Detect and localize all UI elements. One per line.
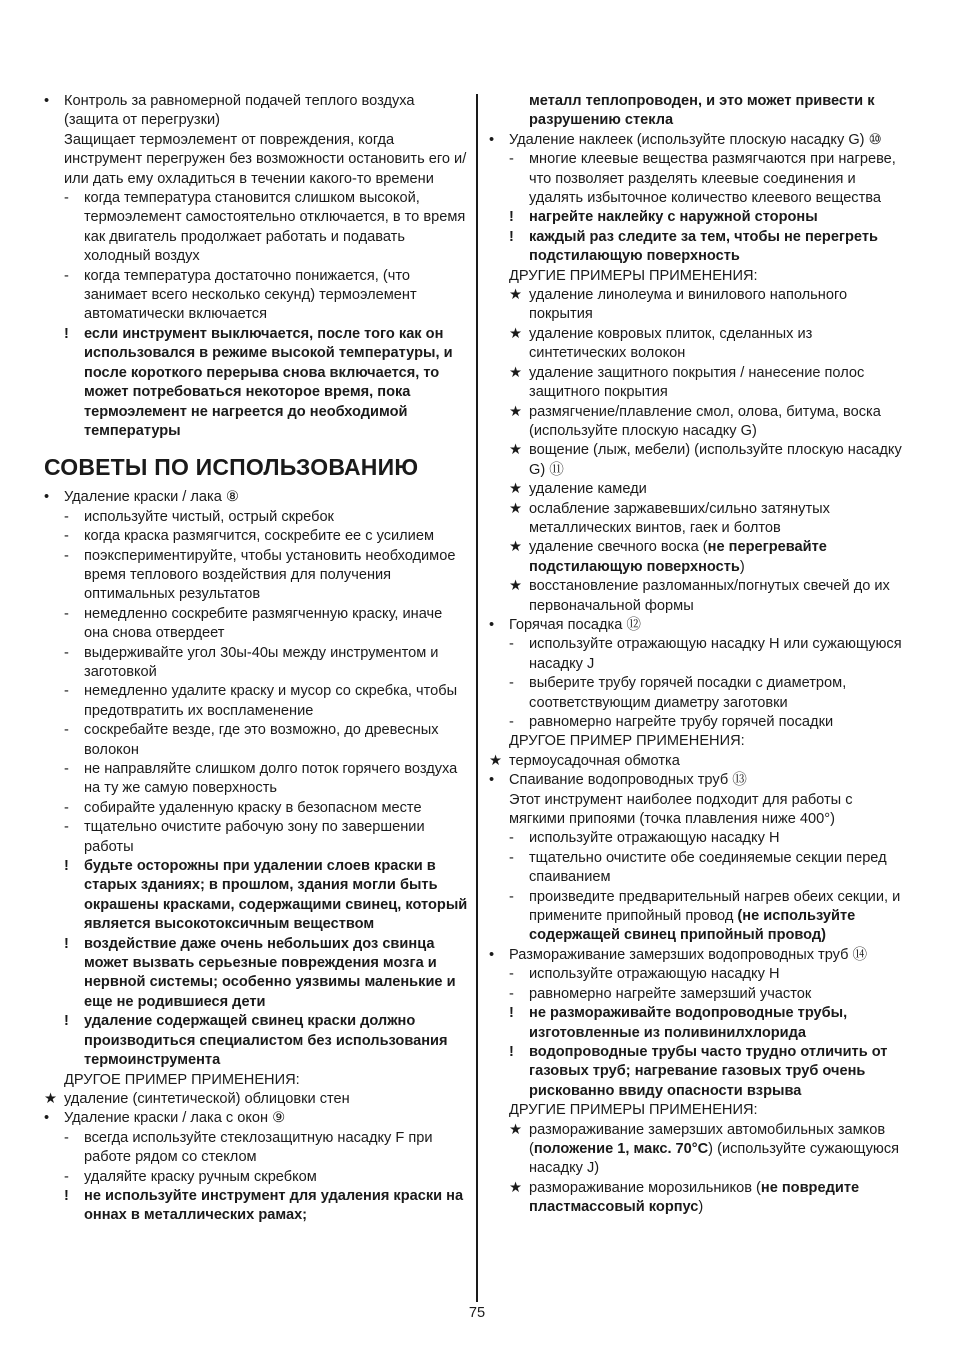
dash-item — [489, 150, 909, 208]
dash-item — [489, 635, 909, 674]
right-column — [489, 92, 909, 1218]
item-text: когда температура становится слишком высокой, термоэлемент самостоятельно отключается, в то время как двигатель продолжает работать и подавать холодный воздух — [84, 190, 466, 265]
item-text: соскребайте везде, где это возможно, до древесных волокон — [84, 722, 439, 758]
item-text: произведите предварительный нагрев обеих секции, и примените припойный провод — [529, 888, 901, 925]
star-icon: ★ — [509, 500, 523, 517]
item-text: когда температура достаточно понижается, (что занимает всего несколько секунд) термоэлемент автоматически включается — [84, 267, 417, 323]
dash-mark: - — [64, 1168, 69, 1185]
item-text: тщательно очистите обе соединяемые секции перед спаиванием — [529, 849, 887, 886]
item-text: Спаивание водопроводных труб ⑬ — [509, 772, 747, 789]
example-item — [489, 577, 909, 616]
dash-item — [44, 508, 468, 527]
item-text: используйте отражающую насадку H — [529, 966, 780, 983]
star-icon: ★ — [509, 364, 523, 381]
star-icon: ★ — [509, 287, 523, 304]
item-text: удаление камеди — [529, 481, 647, 498]
bullet-mark: • — [489, 616, 495, 633]
item-text: Контроль за равномерной подачей теплого воздуха (защита от перегрузки) — [64, 93, 415, 129]
text-line — [489, 791, 909, 830]
dash-item — [44, 818, 468, 857]
item-text: используйте отражающую насадку H или сужающуюся насадку J — [529, 636, 902, 672]
dash-mark: - — [64, 605, 69, 622]
item-text: поэкспериментируйте, чтобы установить необходимое время теплового воздействия для получения оптимальных результатов — [84, 547, 456, 603]
item-text-after: ) — [739, 558, 745, 575]
dash-item — [44, 721, 468, 760]
dash-mark: - — [64, 267, 69, 284]
item-text: размораживание замерзших автомобильных замков ( — [529, 1121, 886, 1157]
warning-mark: ! — [64, 1187, 69, 1204]
dash-mark: - — [64, 799, 69, 816]
item-text: немедленно удалите краску и мусор со скребка, чтобы предотвратить их воспламенение — [84, 683, 458, 719]
text-line — [44, 131, 468, 189]
item-text: удаление линолеума и винилового напольного покрытия — [529, 287, 848, 323]
star-icon: ★ — [509, 1179, 523, 1196]
item-text: Горячая посадка ⑫ — [509, 616, 641, 633]
star-icon: ★ — [509, 539, 523, 556]
item-text-after: ) — [698, 1199, 704, 1216]
bullet-mark: • — [489, 131, 495, 148]
text-line — [489, 1101, 909, 1120]
item-text: удаление свечного воска ( — [529, 539, 708, 556]
warning-mark: ! — [509, 228, 514, 245]
section-heading: СОВЕТЫ ПО ИСПОЛЬЗОВАНИЮ — [44, 454, 419, 481]
item-bold-text: положение 1, макс. 70°C — [533, 1140, 709, 1157]
bullet-item — [44, 92, 468, 131]
example-item — [489, 752, 909, 771]
dash-mark: - — [509, 888, 514, 905]
dash-item — [489, 965, 909, 984]
warning-mark: ! — [64, 858, 69, 875]
item-text: размораживание морозильников ( — [529, 1179, 761, 1196]
dash-item — [44, 547, 468, 605]
text-line — [489, 732, 909, 751]
bullet-item — [489, 131, 909, 150]
item-text: термоусадочная обмотка — [509, 752, 680, 769]
example-item — [489, 441, 909, 480]
left-column — [44, 92, 468, 1226]
item-text: восстановление разломанных/погнутых свечей до их первоначальной формы — [529, 578, 890, 614]
item-text: Удаление краски / лака с окон ⑨ — [64, 1110, 286, 1127]
example-item — [489, 538, 909, 577]
dash-mark: - — [64, 547, 69, 564]
dash-mark: - — [64, 528, 69, 545]
warning-item — [489, 1004, 909, 1043]
item-text: металл теплопроводен, и это может привести к разрушению стекла — [529, 93, 875, 129]
item-bold-text: не повредите пластмассовый корпус — [529, 1179, 860, 1216]
item-text: размягчение/плавление смол, олова, битума, воска (используйте плоскую насадку G) — [529, 403, 881, 439]
dash-mark: - — [509, 849, 514, 866]
star-icon: ★ — [509, 1121, 523, 1138]
dash-mark: - — [64, 1129, 69, 1146]
example-item — [489, 364, 909, 403]
item-text: равномерно нагрейте трубу горячей посадки — [529, 714, 834, 730]
item-text: выберите трубу горячей посадки с диаметром, соответствующим диаметру заготовки — [529, 675, 847, 711]
warning-mark: ! — [509, 1005, 514, 1022]
item-text: не размораживайте водопроводные трубы, изготовленные из поливинилхлорида — [529, 1005, 848, 1041]
example-item — [489, 1121, 909, 1179]
item-text: удаление (синтетической) облицовки стен — [64, 1090, 350, 1107]
item-text: Защищает термоэлемент от повреждения, когда инструмент перегружен без возможности остановить его и/или дать ему охладиться в течении какого-то времени — [64, 131, 467, 187]
warning-item — [489, 1043, 909, 1101]
warning-item — [44, 325, 468, 441]
item-text: не используйте инструмент для удаления краски на оннах в металлических рамах; — [84, 1187, 464, 1224]
example-item — [489, 500, 909, 539]
dash-item — [489, 888, 909, 946]
dash-item — [44, 760, 468, 799]
bullet-item — [489, 946, 909, 965]
bullet-item — [44, 488, 468, 507]
item-text: удаление защитного покрытия / нанесение полос защитного покрытия — [529, 364, 865, 401]
dash-mark: - — [64, 722, 69, 739]
warning-item — [44, 1187, 468, 1226]
warning-item — [44, 1012, 468, 1070]
dash-item — [44, 605, 468, 644]
item-text: воздействие даже очень небольших доз свинца может вызвать серьезные повреждения мозга и нервной системы; особенно уязвимы маленькие и еще не родившиеся дети — [84, 935, 456, 1010]
bullet-item — [489, 616, 909, 635]
dash-item — [44, 527, 468, 546]
item-text-after: ) (используйте сужающуюся насадку J) — [529, 1140, 900, 1177]
dash-mark: - — [64, 508, 69, 525]
item-text: собирайте удаленную краску в безопасном месте — [84, 799, 422, 816]
example-item — [489, 286, 909, 325]
dash-mark: - — [509, 985, 514, 1002]
item-text: удаление содержащей свинец краски должно производиться специалистом без использования термоинструмента — [84, 1013, 448, 1069]
star-icon: ★ — [509, 403, 523, 420]
item-text: не направляйте слишком долго поток горячего воздуха на ту же самую поверхность — [84, 761, 458, 797]
example-item — [489, 325, 909, 364]
dash-item — [44, 267, 468, 325]
page-number: 75 — [468, 1305, 486, 1321]
item-text: используйте чистый, острый скребок — [84, 508, 334, 525]
dash-mark: - — [64, 644, 69, 661]
column-divider — [476, 94, 478, 1302]
item-text: удаление ковровых плиток, сделанных из синтетических волокон — [529, 325, 813, 362]
warning-item — [489, 228, 909, 267]
dash-mark: - — [509, 714, 514, 730]
dash-mark: - — [509, 636, 514, 653]
dash-mark: - — [509, 830, 514, 847]
dash-mark: - — [64, 683, 69, 700]
example-item — [489, 403, 909, 442]
bullet-mark: • — [489, 946, 495, 963]
item-text: равномерно нагрейте замерзший участок — [529, 985, 812, 1002]
item-text: Удаление краски / лака ⑧ — [64, 489, 239, 506]
dash-mark: - — [64, 761, 69, 777]
item-text: используйте отражающую насадку H — [529, 830, 780, 847]
dash-item — [489, 849, 909, 888]
example-item — [44, 1090, 468, 1109]
item-text: каждый раз следите за тем, чтобы не перегреть подстилающую поверхность — [529, 228, 878, 265]
item-text: вощение (лыж, мебели) (используйте плоскую насадку G) ⑪ — [529, 442, 902, 478]
item-text: немедленно соскребите размягченную краску, иначе она снова отвердеет — [84, 605, 443, 642]
item-text: водопроводные трубы часто трудно отличить от газовых труб; нагревание газовых труб очень рискованно ввиду опасности взрыва — [529, 1043, 888, 1099]
bullet-item — [44, 1109, 468, 1128]
example-item — [489, 480, 909, 499]
text-line — [489, 267, 909, 286]
warning-mark: ! — [64, 325, 69, 342]
warning-mark: ! — [64, 935, 69, 952]
bullet-mark: • — [44, 93, 50, 109]
warning-mark: ! — [64, 1013, 69, 1030]
item-text: Размораживание замерзших водопроводных труб ⑭ — [509, 946, 868, 963]
bullet-item — [489, 771, 909, 790]
dash-mark: - — [64, 819, 69, 836]
item-text: ДРУГОЕ ПРИМЕР ПРИМЕНЕНИЯ: — [509, 733, 745, 750]
warning-item — [44, 857, 468, 935]
dash-item — [489, 985, 909, 1004]
item-text: удаляйте краску ручным скребком — [84, 1168, 317, 1185]
dash-mark: - — [509, 966, 514, 983]
item-text: Этот инструмент наиболее подходит для работы с мягкими припоями (точка плавления ниже 400°) — [509, 791, 853, 828]
star-icon: ★ — [489, 752, 503, 769]
dash-mark: - — [509, 151, 514, 168]
item-text: когда краска размягчится, соскребите ее с усилием — [84, 528, 434, 545]
item-text: всегда используйте стеклозащитную насадку F при работе рядом со стеклом — [84, 1129, 433, 1166]
item-text: ДРУГИЕ ПРИМЕРЫ ПРИМЕНЕНИЯ: — [509, 267, 758, 284]
warning-item — [489, 208, 909, 227]
item-text: ДРУГОЕ ПРИМЕР ПРИМЕНЕНИЯ: — [64, 1071, 300, 1088]
item-text: ДРУГИЕ ПРИМЕРЫ ПРИМЕНЕНИЯ: — [509, 1102, 758, 1119]
dash-item — [489, 713, 909, 732]
warning-mark: ! — [509, 209, 514, 226]
item-text: ослабление заржавевших/сильно затянутых металлических винтов, гаек и болтов — [529, 500, 830, 536]
item-text: тщательно очистите рабочую зону по завершении работы — [84, 819, 425, 855]
example-item — [489, 1179, 909, 1218]
star-icon: ★ — [509, 442, 523, 459]
text-line — [44, 1071, 468, 1090]
item-text: выдерживайте угол 30ы-40ы между инструментом и заготовкой — [84, 644, 439, 680]
dash-item — [44, 644, 468, 683]
star-icon: ★ — [44, 1090, 58, 1107]
warning-mark: ! — [509, 1043, 514, 1060]
dash-item — [489, 674, 909, 713]
star-icon: ★ — [509, 325, 523, 342]
star-icon: ★ — [509, 578, 523, 595]
item-text: многие клеевые вещества размягчаются при нагреве, что позволяет разделять клеевые соединения и удалять избыточное количество клеевого вещества — [529, 151, 896, 207]
item-text: нагрейте наклейку с наружной стороны — [529, 209, 818, 226]
bullet-mark: • — [44, 489, 50, 506]
item-text: Удаление наклеек (используйте плоскую насадку G) ⑩ — [509, 131, 882, 148]
bullet-mark: • — [44, 1110, 50, 1127]
dash-item — [44, 1129, 468, 1168]
dash-mark: - — [509, 675, 514, 692]
dash-mark: - — [64, 190, 69, 207]
item-bold-text: не перегревайте подстилающую поверхность — [529, 539, 827, 575]
dash-item — [44, 189, 468, 267]
warning-item — [44, 935, 468, 1013]
item-text: будьте осторожны при удалении слоев краски в старых зданиях; в прошлом, здания могли быть окрашены красками, содержащими свинец, который является высокотоксичным веществом — [84, 858, 468, 933]
dash-item — [44, 1168, 468, 1187]
bullet-mark: • — [489, 772, 495, 789]
dash-item — [44, 799, 468, 818]
item-bold-text: (не используйте содержащей свинец припойный провод) — [529, 908, 856, 944]
dash-item — [44, 682, 468, 721]
star-icon: ★ — [509, 481, 523, 498]
item-text: если инструмент выключается, после того как он использовался в режиме высокой температуры, и после короткого перерыва снова включается, то может потребоваться некоторое время, пока термоэлемент не нагреется до необходимой температуры — [84, 325, 453, 439]
text-line — [489, 92, 909, 131]
dash-item — [489, 829, 909, 848]
